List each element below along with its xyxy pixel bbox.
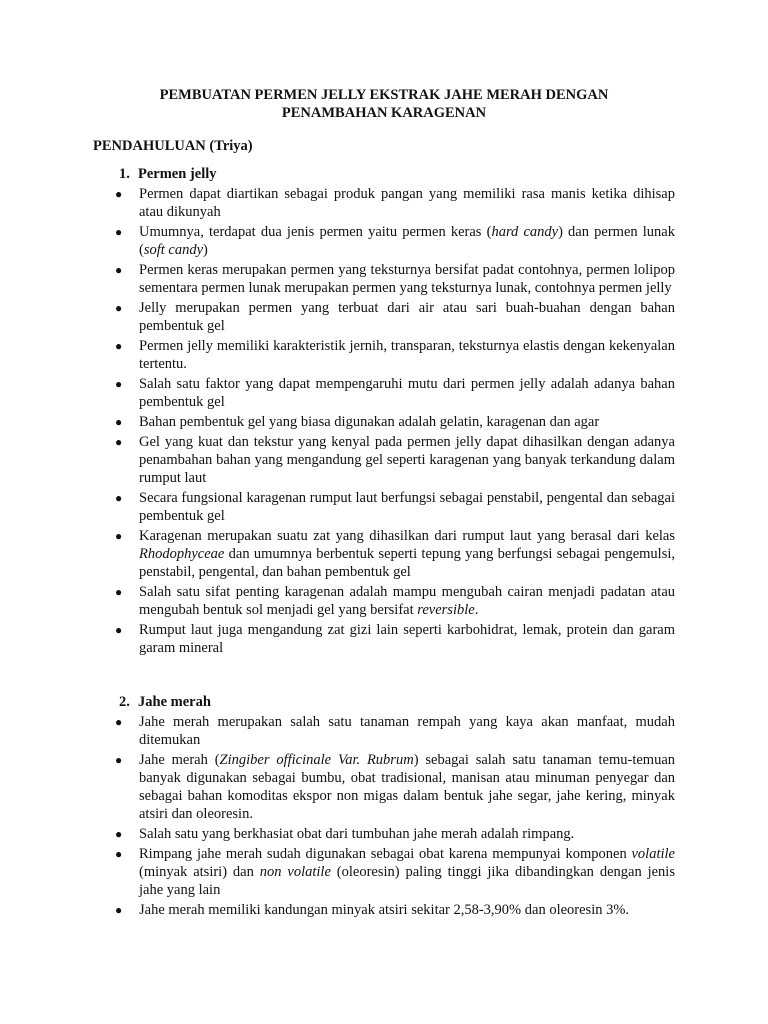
bullet-item (93, 433, 675, 487)
section-heading-text: Jahe merah (138, 694, 211, 710)
bullet-item (93, 825, 675, 843)
text-run: Jahe merah ( (139, 752, 220, 768)
bullet-dot-icon: ● (115, 585, 123, 599)
bullet-item (93, 261, 675, 297)
bullet-dot-icon: ● (115, 225, 123, 239)
bullet-dot-icon: ● (115, 715, 123, 729)
bullet-item (93, 185, 675, 221)
italic-text: non volatile (259, 864, 331, 880)
bullet-item (93, 901, 675, 919)
bullet-item (93, 713, 675, 749)
text-run: Permen jelly memiliki karakteristik jernih, transparan, teksturnya elastis dengan kekenyalan tertentu. (139, 338, 675, 372)
bullet-dot-icon: ● (115, 827, 123, 841)
text-run: Karagenan merupakan suatu zat yang dihasilkan dari rumput laut yang berasal dari kelas (139, 528, 675, 544)
section-heading-text: Permen jelly (138, 166, 217, 182)
bullet-item (93, 489, 675, 525)
text-run: Jelly merupakan permen yang terbuat dari air atau sari buah-buahan dengan bahan pembentuk gel (139, 300, 675, 334)
text-run: Umumnya, terdapat dua jenis permen yaitu permen keras ( (139, 224, 492, 240)
bullet-dot-icon: ● (115, 623, 123, 637)
bullet-item (93, 413, 675, 431)
text-run: Jahe merah memiliki kandungan minyak atsiri sekitar 2,58-3,90% dan oleoresin 3%. (139, 902, 630, 918)
title-line-2: PENAMBAHAN KARAGENAN (281, 105, 487, 121)
italic-text: Rhodophyceae (139, 546, 225, 562)
bullet-dot-icon: ● (115, 415, 123, 429)
bullet-dot-icon: ● (115, 903, 123, 917)
bullet-item (93, 375, 675, 411)
section-heading (93, 165, 675, 183)
text-run: (oleoresin) paling tinggi jika dibandingkan dengan jenis jahe yang lain (139, 864, 675, 898)
bullet-dot-icon: ● (115, 435, 123, 449)
bullet-dot-icon: ● (115, 491, 123, 505)
bullet-item (93, 621, 675, 657)
document-title (93, 86, 675, 122)
text-run: (minyak atsiri) dan (139, 864, 260, 880)
bullet-item (93, 583, 675, 619)
text-run: Permen dapat diartikan sebagai produk pangan yang memiliki rasa manis ketika dihisap atau dikunyah (139, 186, 675, 220)
bullet-dot-icon: ● (115, 339, 123, 353)
intro-heading: PENDAHULUAN (Triya) (93, 138, 253, 154)
section-heading (93, 693, 675, 711)
bullet-dot-icon: ● (115, 187, 123, 201)
text-run: Jahe merah merupakan salah satu tanaman rempah yang kaya akan manfaat, mudah ditemukan (139, 714, 675, 748)
bullet-dot-icon: ● (115, 377, 123, 391)
text-run: Permen keras merupakan permen yang teksturnya bersifat padat contohnya, permen lolipop sementara permen lunak merupakan permen yang teksturnya lunak, contohnya permen jelly (139, 262, 675, 296)
italic-text: volatile (631, 846, 675, 862)
text-run: ) (203, 242, 208, 258)
text-run: Bahan pembentuk gel yang biasa digunakan adalah gelatin, karagenan dan agar (139, 414, 600, 430)
text-run: Salah satu sifat penting karagenan adalah mampu mengubah cairan menjadi padatan atau mengubah bentuk sol menjadi gel yang bersifat (139, 584, 675, 618)
bullet-list (93, 185, 675, 657)
text-run: . (474, 602, 479, 618)
bullet-list (93, 713, 675, 919)
section-number: 2. (119, 694, 130, 710)
text-run: ) dan permen lunak ( (139, 224, 675, 258)
text-run: Rimpang jahe merah sudah digunakan sebagai obat karena mempunyai komponen (139, 846, 632, 862)
text-run: dan umumnya berbentuk seperti tepung yang berfungsi sebagai pengemulsi, penstabil, pengental, dan bahan pembentuk gel (139, 546, 675, 580)
italic-text: soft candy (143, 242, 204, 258)
bullet-item (93, 337, 675, 373)
bullet-item (93, 845, 675, 899)
bullet-dot-icon: ● (115, 301, 123, 315)
bullet-item (93, 527, 675, 581)
section-spacer (93, 659, 675, 693)
italic-text: reversible (417, 602, 475, 618)
italic-text: Zingiber officinale Var. Rubrum (219, 752, 414, 768)
bullet-dot-icon: ● (115, 753, 123, 767)
text-run: Secara fungsional karagenan rumput laut berfungsi sebagai penstabil, pengental dan sebagai pembentuk gel (139, 490, 675, 524)
bullet-item (93, 751, 675, 823)
text-run: Salah satu yang berkhasiat obat dari tumbuhan jahe merah adalah rimpang. (139, 826, 575, 842)
italic-text: hard candy (491, 224, 559, 240)
bullet-dot-icon: ● (115, 847, 123, 861)
sections-container (93, 165, 675, 919)
bullet-item (93, 299, 675, 335)
section-number: 1. (119, 166, 130, 182)
text-run: Rumput laut juga mengandung zat gizi lain seperti karbohidrat, lemak, protein dan garam garam mineral (139, 622, 675, 656)
text-run: Salah satu faktor yang dapat mempengaruhi mutu dari permen jelly adalah adanya bahan pembentuk gel (139, 376, 675, 410)
text-run: Gel yang kuat dan tekstur yang kenyal pada permen jelly dapat dihasilkan dengan adanya penambahan bahan yang mengandung gel seperti karagenan yang banyak terkandung dalam rumput laut (139, 434, 675, 486)
text-run: ) sebagai salah satu tanaman temu-temuan banyak digunakan sebagai bumbu, obat tradisional, manisan atau minuman penyegar dan sebagai bahan komoditas ekspor non migas dalam bentuk jahe segar, jahe kering, minyak atsiri dan oleoresin. (139, 752, 676, 822)
bullet-dot-icon: ● (115, 529, 123, 543)
bullet-dot-icon: ● (115, 263, 123, 277)
bullet-item (93, 223, 675, 259)
title-line-1: PEMBUATAN PERMEN JELLY EKSTRAK JAHE MERAH DENGAN (159, 87, 609, 103)
